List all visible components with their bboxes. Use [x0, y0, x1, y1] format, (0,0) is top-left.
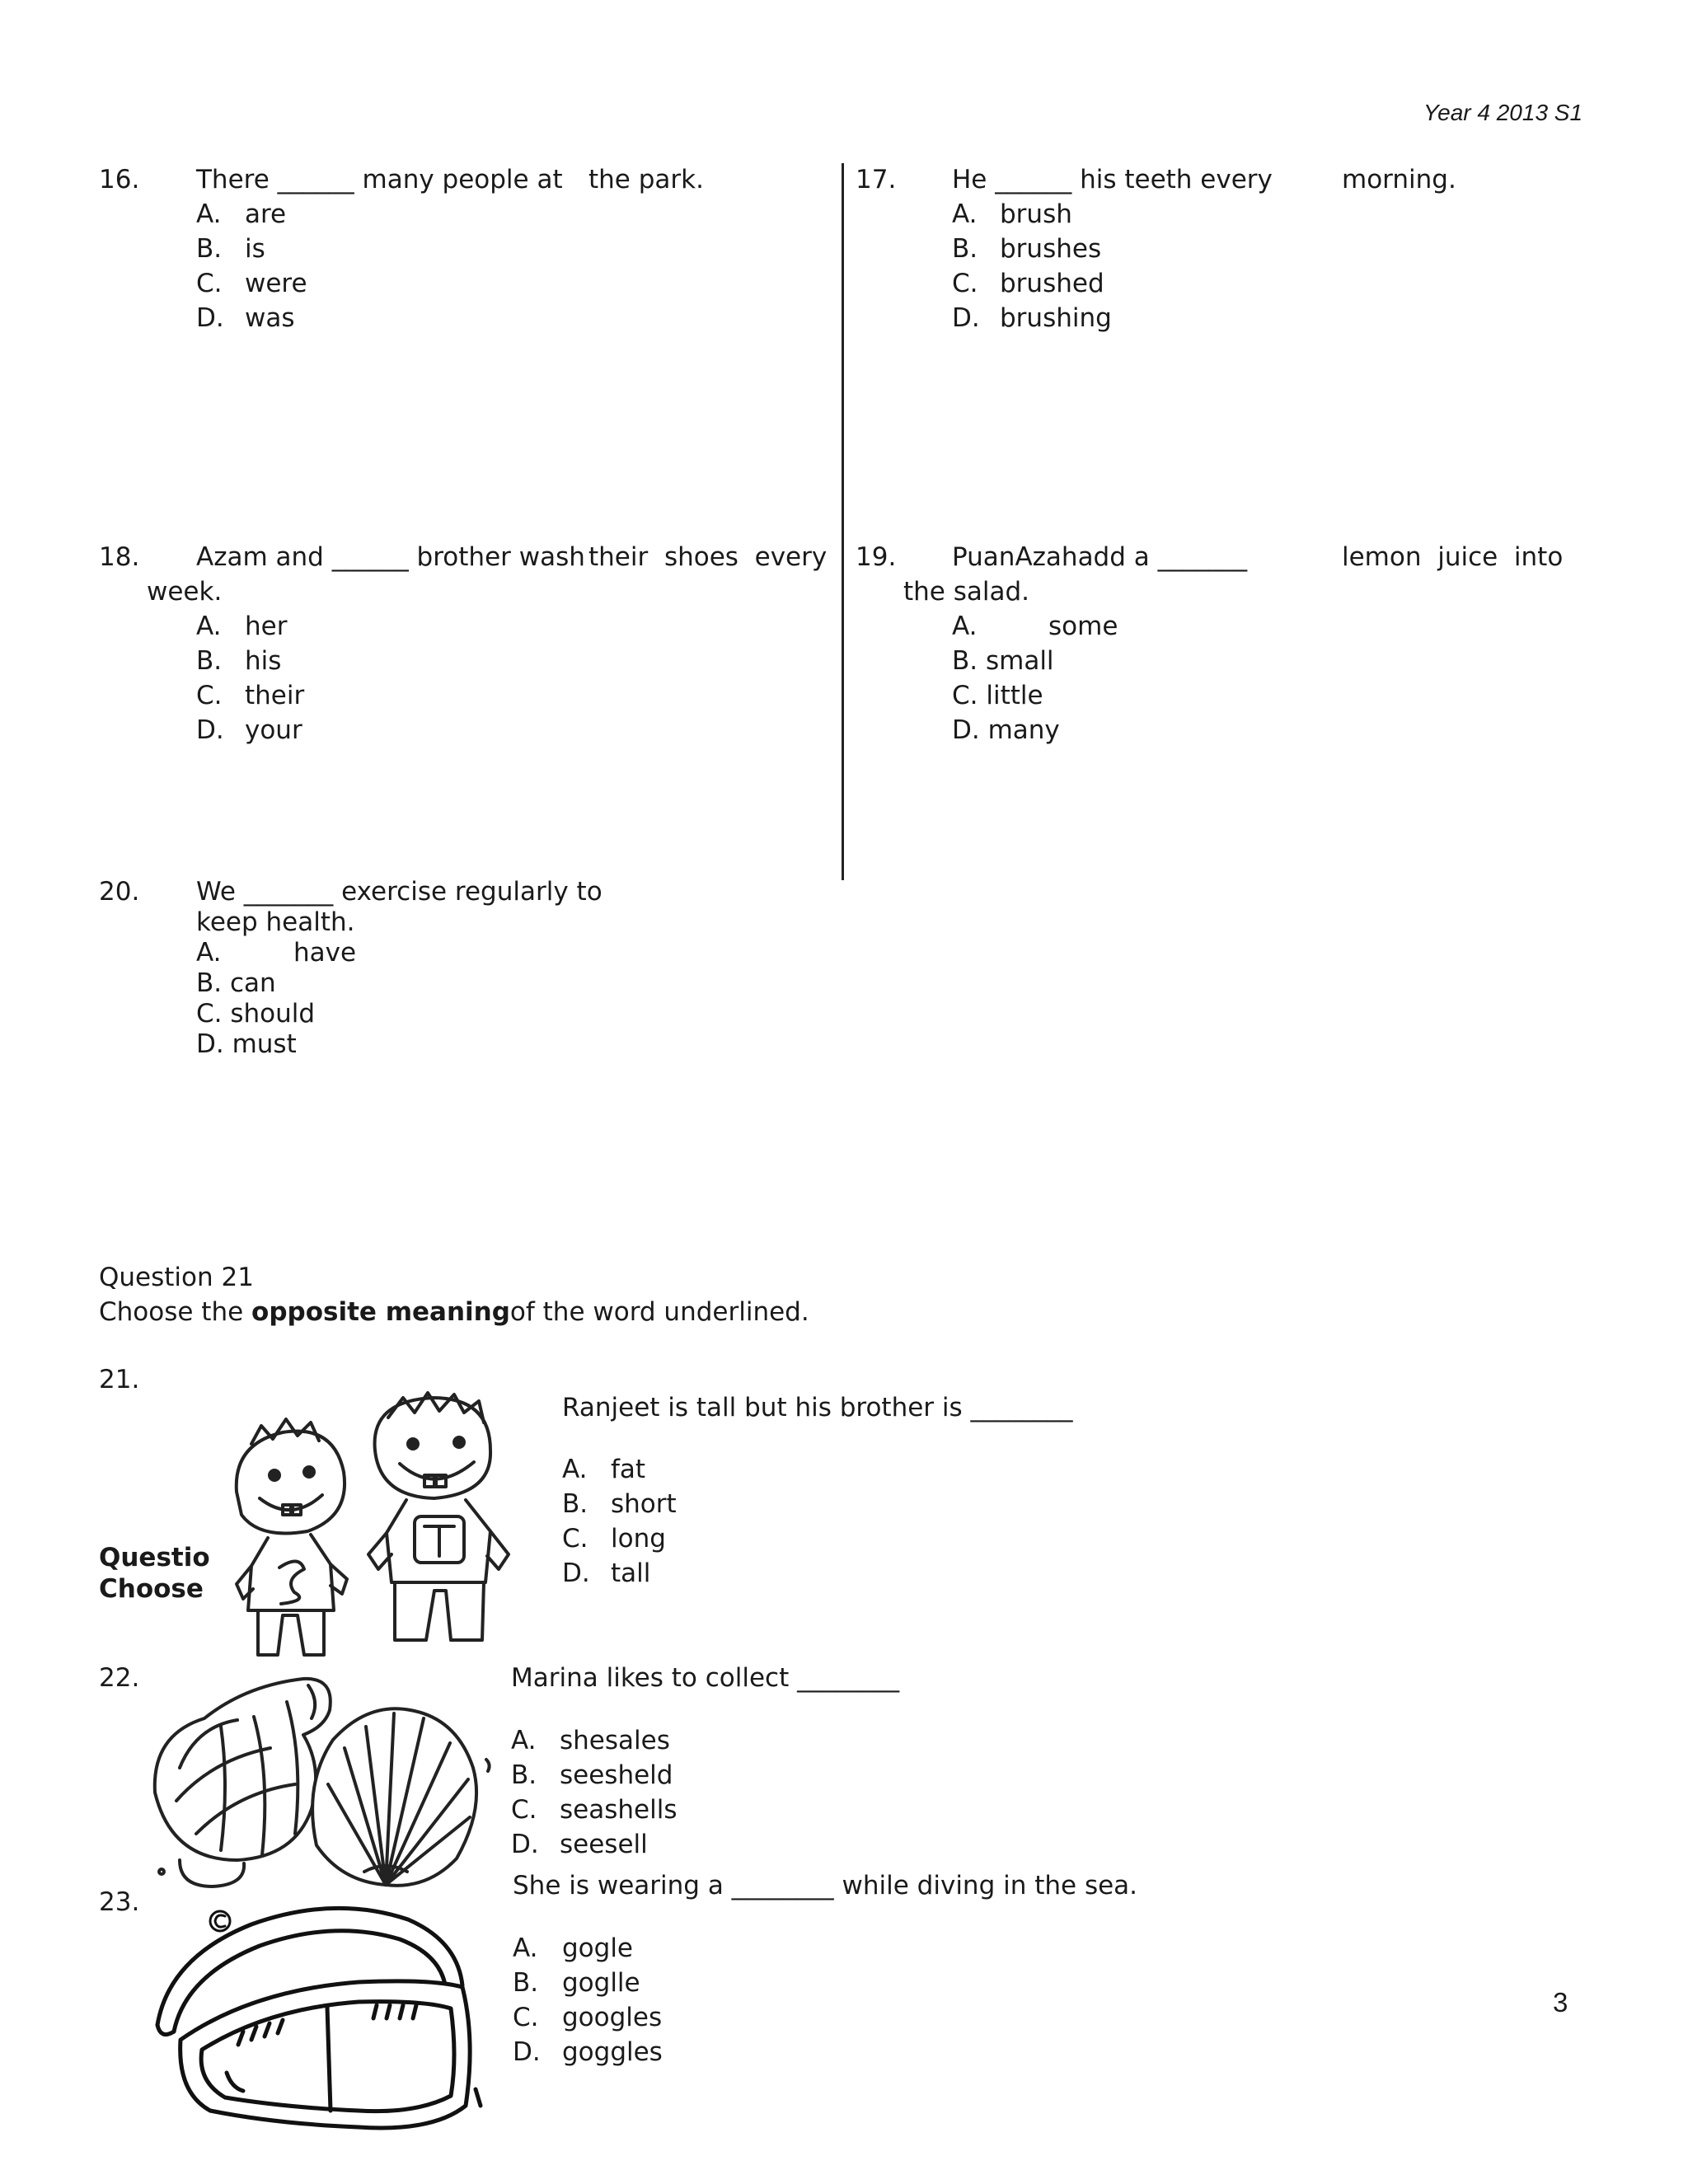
question-stem: He ______ his teeth every — [952, 165, 1273, 194]
short-boy-figure — [237, 1419, 347, 1655]
section-label: Question 21 — [99, 1263, 254, 1292]
option-text: C. should — [196, 999, 316, 1029]
option-letter: A. — [196, 612, 222, 641]
option-text: D. must — [196, 1029, 297, 1059]
option-letter: D. — [562, 1558, 590, 1588]
option-letter: C. — [196, 681, 223, 710]
option-text: their — [245, 681, 305, 710]
overlapping-text: Choose — [99, 1574, 204, 1604]
option-letter: D. — [196, 303, 224, 333]
question-stem-continuation: week. — [147, 577, 223, 607]
goggles-illustration — [152, 1900, 482, 2137]
question-number: 21. — [99, 1365, 140, 1394]
option-text: fat — [611, 1455, 646, 1484]
option-text: D. many — [952, 715, 1060, 745]
question-number: 16. — [99, 165, 140, 194]
question-stem-continuation: the salad. — [903, 577, 1030, 607]
option-text: have — [293, 938, 357, 968]
option-text: shesales — [560, 1726, 670, 1755]
option-text: goglle — [562, 1968, 640, 1998]
question-stem: Ranjeet is tall but his brother is ________ — [562, 1393, 1073, 1422]
option-letter: D. — [513, 2037, 541, 2067]
question-number: 18. — [99, 542, 140, 572]
copyright-icon — [210, 1911, 230, 1931]
tall-boy-figure — [368, 1393, 509, 1640]
option-letter: B. — [952, 234, 978, 264]
option-text: brushes — [1000, 234, 1102, 264]
option-letter: D. — [196, 715, 224, 745]
option-letter: B. — [513, 1968, 539, 1998]
option-letter: A. — [562, 1455, 588, 1484]
option-letter: C. — [562, 1524, 588, 1554]
option-letter: A. — [513, 1933, 538, 1963]
option-text: was — [245, 303, 295, 333]
overlapping-text: Questio — [99, 1543, 210, 1572]
question-stem: Marina likes to collect ________ — [511, 1663, 900, 1693]
question-stem: We _______ exercise regularly to — [196, 877, 603, 907]
option-letter: C. — [511, 1795, 537, 1825]
option-letter: A. — [196, 199, 222, 229]
option-letter: B. — [196, 234, 223, 264]
question-stem-continuation: keep health. — [196, 907, 355, 937]
goggles-frame — [181, 1981, 481, 2128]
option-letter: B. — [196, 646, 223, 676]
option-text: your — [245, 715, 302, 745]
option-text: C. little — [952, 681, 1043, 710]
question-stem: She is wearing a ________ while diving in the sea. — [513, 1871, 1138, 1900]
option-letter: D. — [952, 303, 980, 333]
option-letter: A. — [196, 938, 222, 968]
option-text: long — [611, 1524, 666, 1554]
option-text: seesell — [560, 1830, 648, 1859]
question-number: 20. — [99, 877, 140, 907]
question-stem-tail: lemon juice into — [1342, 542, 1564, 572]
option-text: short — [611, 1489, 677, 1519]
seashells-illustration — [147, 1669, 493, 1890]
question-number: 23. — [99, 1887, 140, 1917]
option-letter: D. — [511, 1830, 539, 1859]
question-stem-tail: the park. — [588, 165, 704, 194]
option-text: are — [245, 199, 287, 229]
boys-illustration — [218, 1393, 515, 1665]
option-letter: A. — [952, 199, 978, 229]
question-number: 19. — [856, 542, 897, 572]
option-letter: C. — [196, 269, 223, 298]
question-stem-tail: their shoes every — [588, 542, 828, 572]
option-text: were — [245, 269, 307, 298]
question-stem: There ______ many people at — [196, 165, 563, 194]
section-instruction: Choose the opposite meaningof the word underlined. — [99, 1297, 809, 1327]
option-text: goggles — [562, 2037, 663, 2067]
option-text: tall — [611, 1558, 651, 1588]
option-text: brushed — [1000, 269, 1104, 298]
question-number: 22. — [99, 1663, 140, 1693]
option-text: seashells — [560, 1795, 678, 1825]
option-text: his — [245, 646, 282, 676]
question-stem: Azam and ______ brother wash — [196, 542, 585, 572]
option-letter: A. — [511, 1726, 537, 1755]
question-stem: PuanAzahadd a _______ — [952, 542, 1248, 572]
option-letter: B. — [562, 1489, 588, 1519]
option-text: gogle — [562, 1933, 634, 1963]
option-text: B. can — [196, 968, 276, 998]
option-text: brushing — [1000, 303, 1112, 333]
option-text: some — [1048, 612, 1118, 641]
question-number: 17. — [856, 165, 897, 194]
question-stem-tail: morning. — [1342, 165, 1456, 194]
option-letter: C. — [513, 2003, 539, 2032]
option-text: brush — [1000, 199, 1072, 229]
option-letter: C. — [952, 269, 978, 298]
page-number: 3 — [1553, 1987, 1568, 2018]
option-text: googles — [562, 2003, 663, 2032]
option-text: is — [245, 234, 265, 264]
scallop-shell — [312, 1708, 490, 1886]
option-text: seesheld — [560, 1760, 673, 1790]
page-header: Year 4 2013 S1 — [1423, 100, 1583, 125]
column-divider — [842, 163, 844, 880]
option-text: B. small — [952, 646, 1054, 676]
instruction-emphasis: opposite meaning — [251, 1297, 510, 1327]
option-letter: A. — [952, 612, 978, 641]
option-text: her — [245, 612, 288, 641]
option-letter: B. — [511, 1760, 537, 1790]
